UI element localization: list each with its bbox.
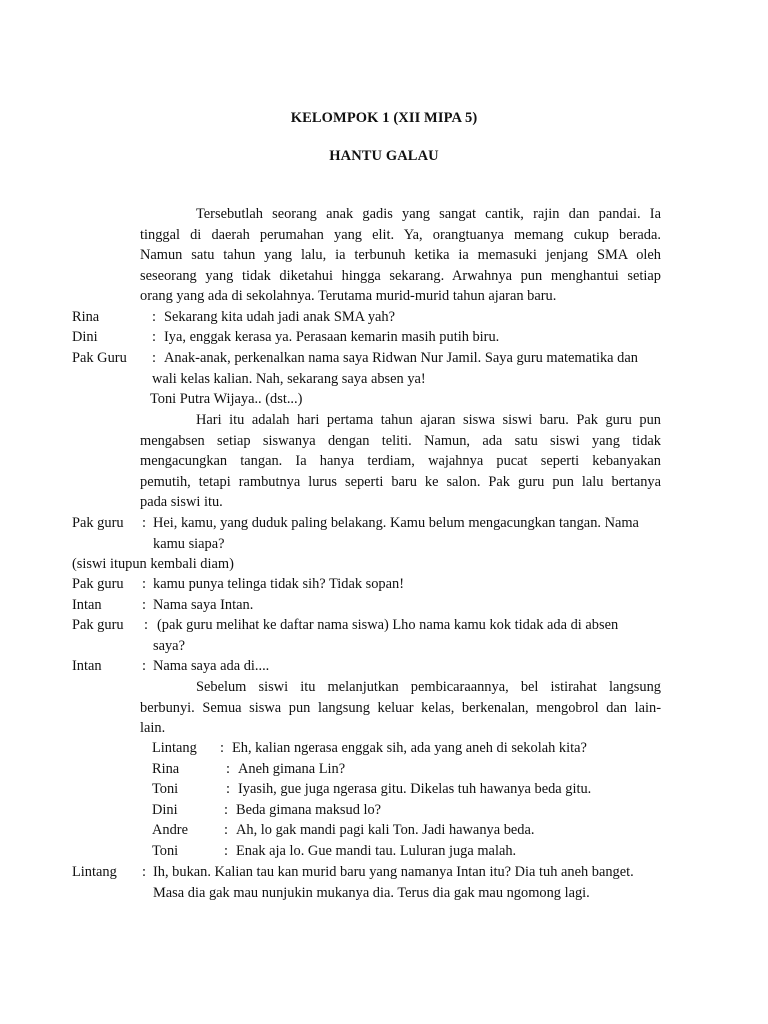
- speaker-name: Toni: [152, 843, 179, 859]
- dialog-text: Masa dia gak mau nunjukin mukanya dia. Terus dia gak mau ngomong lagi.: [153, 884, 590, 901]
- speaker-colon: :: [226, 761, 230, 777]
- speaker-colon: :: [144, 617, 148, 633]
- speaker-colon: :: [220, 740, 224, 756]
- speaker-name: Dini: [72, 329, 98, 345]
- dialog-text: Nama saya Intan.: [153, 597, 254, 613]
- dialog-text: Aneh gimana Lin?: [238, 761, 346, 777]
- dialog-text: Beda gimana maksud lo?: [236, 802, 382, 818]
- dialog-text: Anak-anak, perkenalkan nama saya Ridwan Nur Jamil. Saya guru matematika dan: [164, 350, 638, 366]
- paragraph-line: mengabsen setiap siswanya dengan teliti. Namun, ada satu siswi yang tidak: [140, 432, 661, 449]
- paragraph-line: Sebelum siswi itu melanjutkan pembicaraannya, bel istirahat langsung: [196, 679, 661, 695]
- speaker-name: Intan: [72, 597, 102, 613]
- speaker-colon: :: [224, 843, 228, 859]
- paragraph-line: Hari itu adalah hari pertama tahun ajaran siswa siswi baru. Pak guru pun: [196, 412, 661, 428]
- dialog-line: [72, 327, 662, 348]
- paragraph-line: pemutih, tetapi rambutnya lurus seperti baru ke salon. Pak guru pun lalu bertanya: [140, 473, 661, 490]
- roll-call-line: Toni Putra Wijaya.. (dst...): [150, 391, 303, 407]
- speaker-name: Lintang: [72, 864, 117, 880]
- dialog-text: Ah, lo gak mandi pagi kali Ton. Jadi hawanya beda.: [236, 822, 535, 838]
- dialog-line: [152, 820, 662, 841]
- speaker-colon: :: [226, 781, 230, 797]
- dialog-line: [152, 738, 662, 759]
- dialog-line: [72, 574, 662, 595]
- speaker-colon: :: [152, 350, 156, 366]
- speaker-name: Andre: [152, 822, 188, 838]
- speaker-name: Rina: [72, 309, 100, 325]
- speaker-colon: :: [142, 658, 146, 674]
- speaker-colon: :: [142, 864, 146, 880]
- dialog-line: [72, 513, 662, 555]
- speaker-colon: :: [142, 515, 146, 531]
- paragraph-line: pada siswi itu.: [140, 494, 223, 511]
- dialog-line: [72, 656, 662, 677]
- intro-paragraph: [140, 204, 661, 307]
- dialog-text: saya?: [153, 637, 185, 654]
- dialog-text: wali kelas kalian. Nah, sekarang saya absen ya!: [152, 370, 426, 387]
- paragraph-line: seseorang yang tidak diketahui hingga sekarang. Arwahnya pun menghantui setiap: [140, 267, 661, 284]
- speaker-colon: :: [224, 822, 228, 838]
- dialog-text: kamu siapa?: [153, 535, 225, 552]
- dialog-line: [152, 800, 662, 821]
- speaker-name: Pak guru: [72, 576, 124, 592]
- speaker-name: Intan: [72, 658, 102, 674]
- story-title: HANTU GALAU: [329, 148, 439, 164]
- narration-paragraph: [140, 677, 661, 739]
- dialog-line: [152, 841, 662, 862]
- paragraph-line: Namun satu tahun yang lalu, ia terbunuh ketika ia memasuki jenjang SMA oleh: [140, 247, 661, 264]
- paragraph-line: Tersebutlah seorang anak gadis yang sangat cantik, rajin dan pandai. Ia: [196, 206, 661, 222]
- dialog-line: [72, 307, 662, 328]
- dialog-text: Iyasih, gue juga ngerasa gitu. Dikelas tuh hawanya beda gitu.: [238, 781, 592, 797]
- dialog-text: Sekarang kita udah jadi anak SMA yah?: [164, 309, 395, 325]
- paragraph-line: mengacungkan tangan. Ia hanya terdiam, wajahnya pucat seperti kebanyakan: [140, 453, 661, 470]
- dialog-line: [152, 779, 662, 800]
- speaker-name: Lintang: [152, 740, 197, 756]
- dialog-text: (pak guru melihat ke daftar nama siswa) Lho nama kamu kok tidak ada di absen: [157, 617, 619, 633]
- dialog-text: Nama saya ada di....: [153, 658, 270, 674]
- narration-paragraph: [140, 410, 661, 513]
- dialog-line: [72, 862, 662, 904]
- speaker-colon: :: [142, 576, 146, 592]
- paragraph-line: tinggal di daerah perumahan yang elit. Ya, orangtuanya memang cukup berada.: [140, 226, 661, 243]
- paragraph-line: lain.: [140, 720, 166, 737]
- speaker-name: Rina: [152, 761, 180, 777]
- dialog-text: Eh, kalian ngerasa enggak sih, ada yang aneh di sekolah kita?: [232, 740, 587, 756]
- dialog-text: Hei, kamu, yang duduk paling belakang. Kamu belum mengacungkan tangan. Nama: [153, 515, 639, 531]
- paragraph-line: orang yang ada di sekolahnya. Terutama murid-murid tahun ajaran baru.: [140, 288, 557, 305]
- dialog-line: [72, 348, 662, 390]
- speaker-colon: :: [152, 309, 156, 325]
- dialog-text: Enak aja lo. Gue mandi tau. Luluran juga malah.: [236, 843, 517, 859]
- dialog-line: [72, 615, 662, 657]
- dialog-text: Ih, bukan. Kalian tau kan murid baru yang namanya Intan itu? Dia tuh aneh banget.: [153, 864, 634, 880]
- speaker-colon: :: [224, 802, 228, 818]
- dialog-text: Iya, enggak kerasa ya. Perasaan kemarin masih putih biru.: [164, 329, 500, 345]
- dialog-line: [152, 759, 662, 780]
- speaker-colon: :: [142, 597, 146, 613]
- speaker-name: Pak guru: [72, 617, 124, 633]
- speaker-name: Toni: [152, 781, 179, 797]
- dialog-text: kamu punya telinga tidak sih? Tidak sopan!: [153, 576, 405, 592]
- group-heading: KELOMPOK 1 (XII MIPA 5): [290, 110, 478, 126]
- speaker-name: Pak Guru: [72, 350, 127, 366]
- dialog-line: [72, 595, 662, 616]
- paragraph-line: berbunyi. Semua siswa pun langsung keluar kelas, berkenalan, mengobrol dan lain-: [140, 699, 661, 716]
- stage-note: (siswi itupun kembali diam): [72, 556, 234, 572]
- speaker-name: Dini: [152, 802, 178, 818]
- speaker-name: Pak guru: [72, 515, 124, 531]
- speaker-colon: :: [152, 329, 156, 345]
